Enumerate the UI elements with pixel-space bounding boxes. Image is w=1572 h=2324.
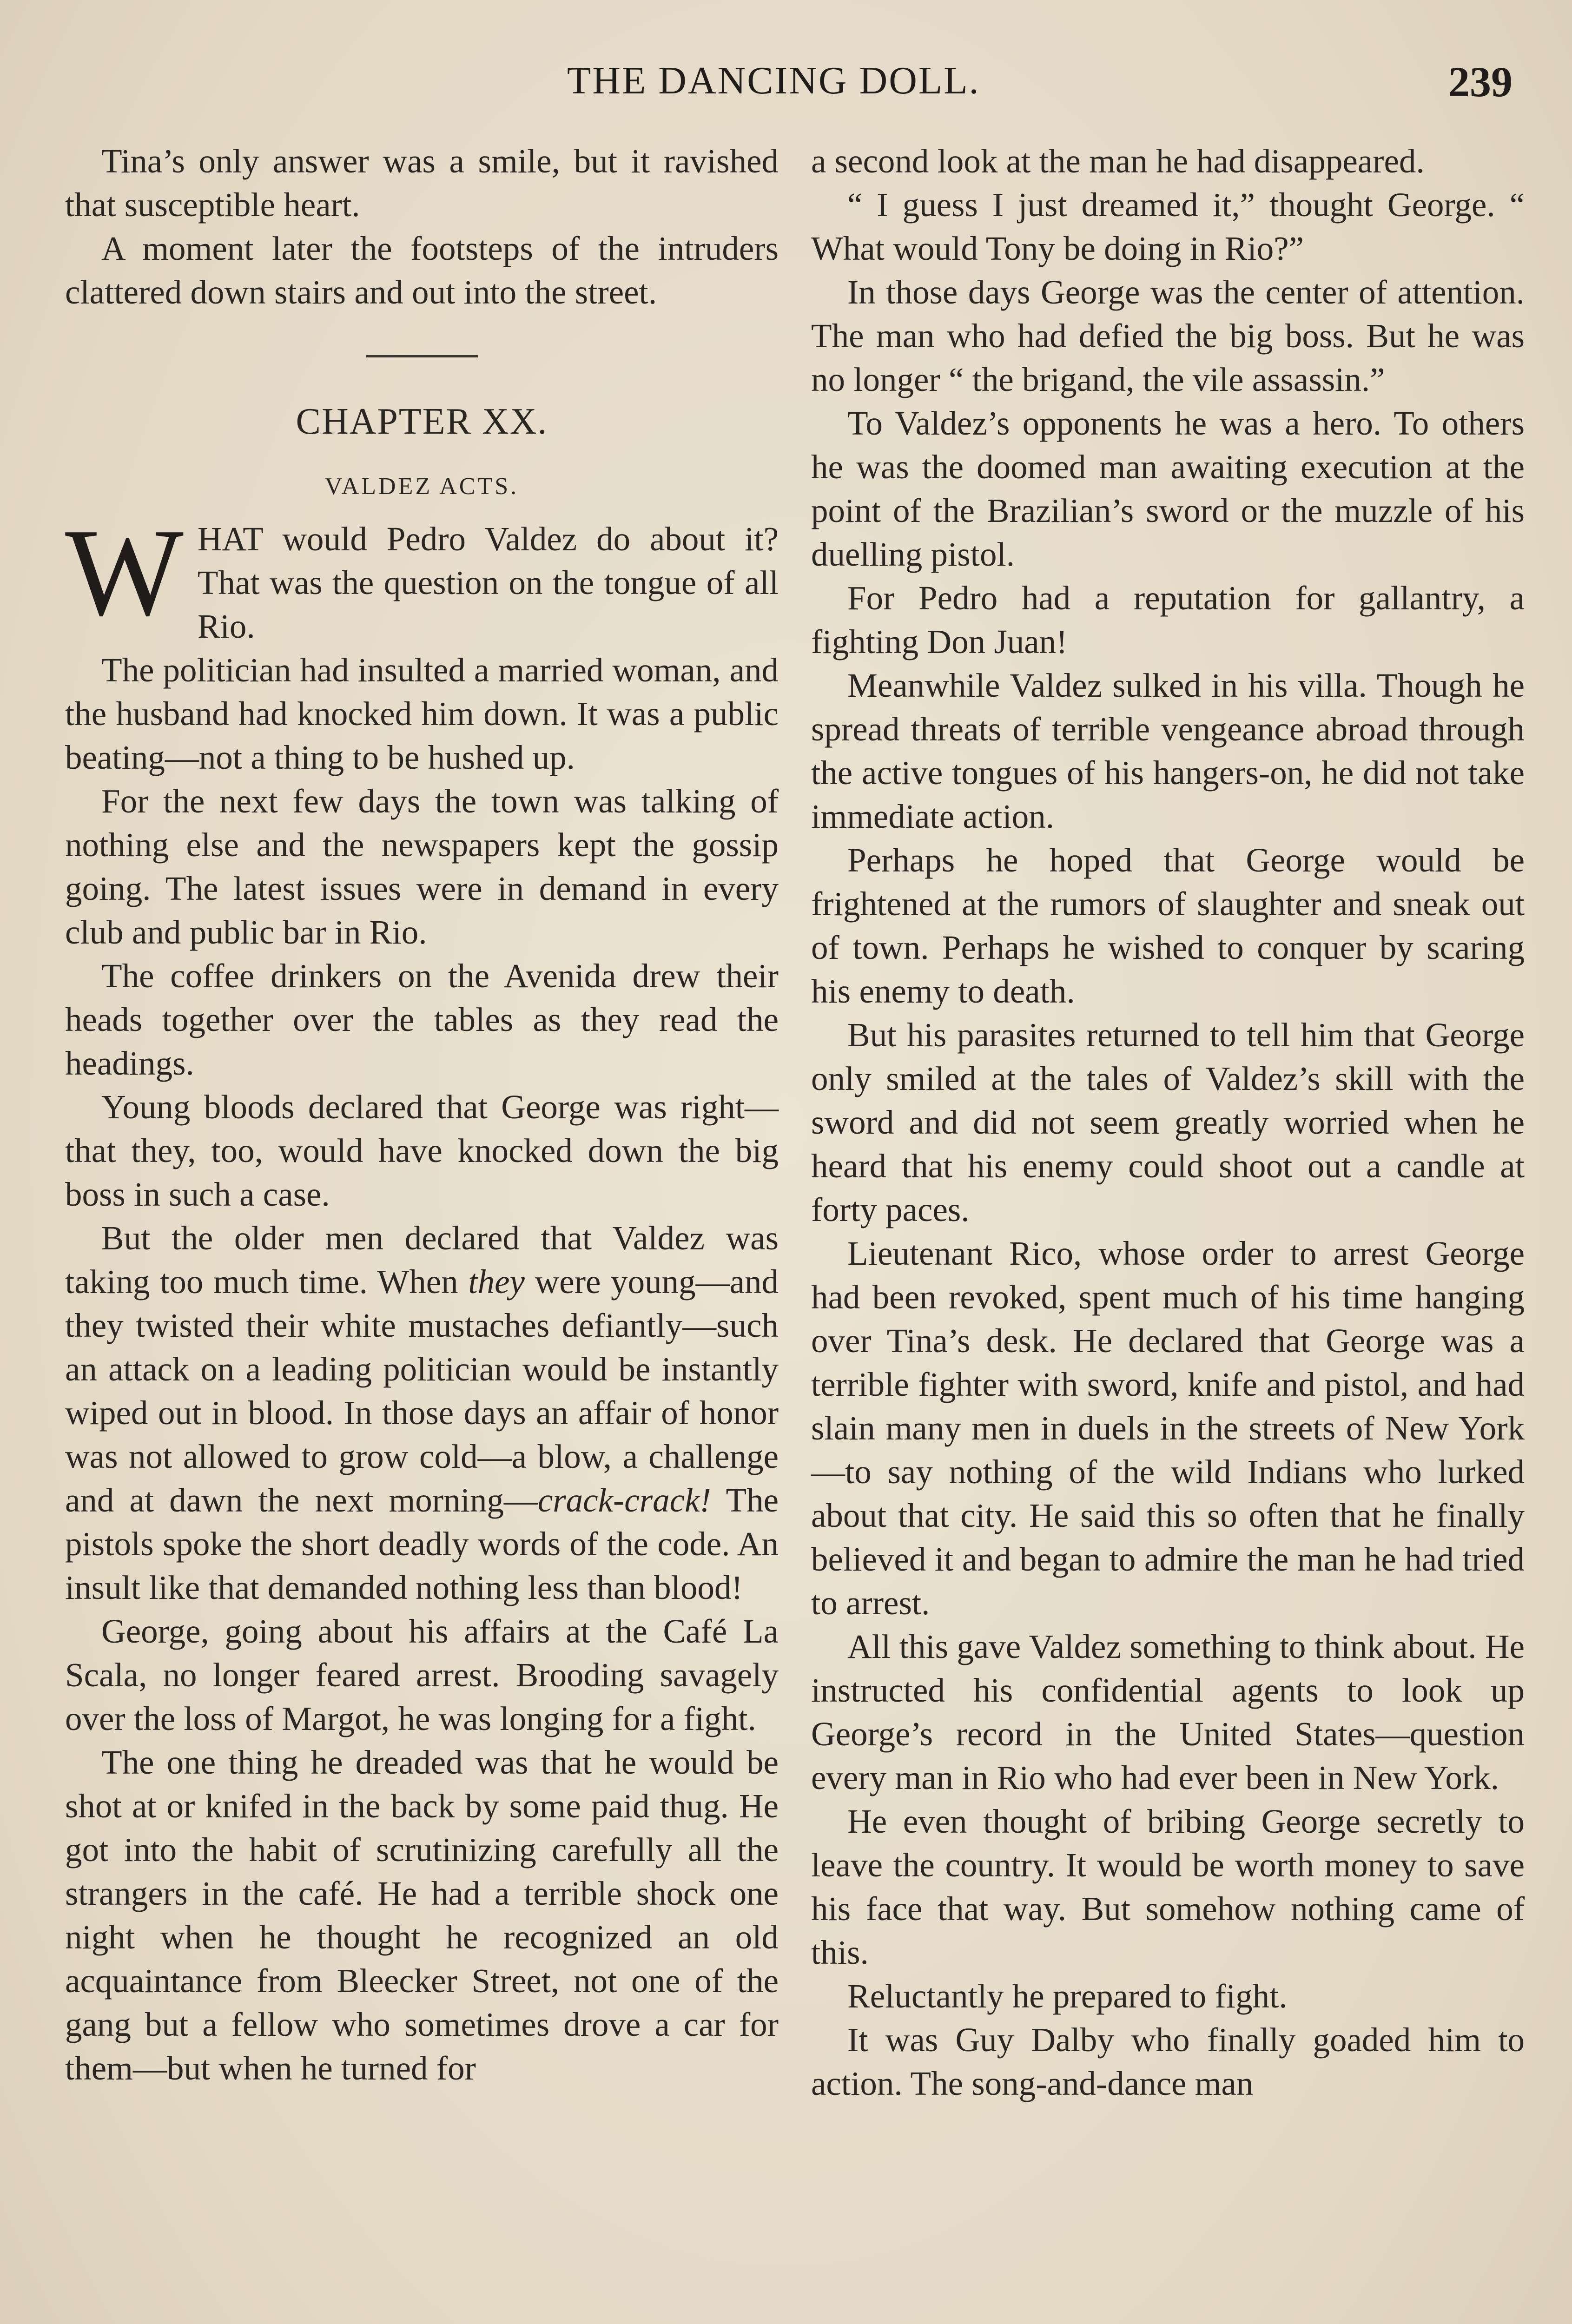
opening-text: HAT would Pedro Valdez do about it? That was the question on the tongue of all Rio. — [197, 520, 779, 645]
paragraph: Meanwhile Valdez sulked in his villa. Though he spread threats of terrible vengeance abroad through the active tongues of his hangers-on, he did not take immediate action. — [811, 667, 1525, 835]
paragraph: George, going about his affairs at the Café La Scala, no longer feared arrest. Brooding savagely over the loss of Margot, he was longing for a fight. — [65, 1612, 779, 1737]
paragraph: It was Guy Dalby who finally goaded him to action. The song-and-dance man — [811, 2021, 1525, 2102]
paragraph: In those days George was the center of attention. The man who had defied the big boss. But he was no longer “ the brigand, the vile assassin.” — [811, 273, 1525, 398]
left-column — [65, 139, 779, 2090]
page-number: 239 — [1448, 58, 1513, 106]
paragraph: All this gave Valdez something to think about. He instructed his confidential agents to look up George’s record in the United States—question every man in Rio who had ever been in New York. — [811, 1628, 1525, 1796]
paragraph: The one thing he dreaded was that he would be shot at or knifed in the back by some paid thug. He got into the habit of scrutinizing carefully all the strangers in the café. He had a terrible shock one night when he thought he recognized an old acquaintance from Bleecker Street, not one of the gang but a fellow who sometimes drove a car for them—but when he turned for — [65, 1743, 779, 2087]
paragraph: A moment later the footsteps of the intruders clattered down stairs and out into the street. — [65, 230, 779, 311]
paragraph: He even thought of bribing George secretly to leave the country. It would be worth money to save his face that way. But somehow nothing came of this. — [811, 1802, 1525, 1971]
drop-cap: W — [65, 503, 184, 642]
page-header — [0, 44, 1572, 114]
paragraph — [65, 1216, 779, 1610]
paragraph: Young bloods declared that George was right—that they, too, would have knocked down the big boss in such a case. — [65, 1088, 779, 1213]
paragraph: Lieutenant Rico, whose order to arrest George had been revoked, spent much of his time hanging over Tina’s desk. He declared that George was a terrible fighter with sword, knife and pistol, and had slain many men in duels in the streets of New York—to say nothing of the wild Indians who lurked about that city. He said this so often that he finally believed it and began to admire the man he had tried to arrest. — [811, 1235, 1525, 1622]
paragraph: The politician had insulted a married woman, and the husband had knocked him down. It was a public beating—not a thing to be hushed up. — [65, 651, 779, 776]
chapter-opening-paragraph — [65, 503, 779, 648]
text-run: The pistols spoke the short deadly words of the code. An insult like that demanded nothing less than blood! — [65, 1481, 779, 1606]
chapter-subtitle: VALDEZ ACTS. — [324, 473, 519, 500]
right-column — [811, 139, 1525, 2106]
running-title: THE DANCING DOLL. — [567, 59, 980, 102]
italic-text: they — [468, 1263, 525, 1301]
text-run: But the older men declared that Valdez was taking too much time. When — [65, 1219, 779, 1301]
paragraph-continued: a second look at the man he had disappeared. — [811, 142, 1425, 180]
chapter-title: CHAPTER XX. — [296, 401, 548, 442]
paragraph: “ I guess I just dreamed it,” thought George. “ What would Tony be doing in Rio?” — [811, 186, 1525, 267]
paragraph: For Pedro had a reputation for gallantry, a fighting Don Juan! — [811, 579, 1525, 660]
paragraph: Tina’s only answer was a smile, but it ravished that susceptible heart. — [65, 142, 779, 224]
paragraph: The coffee drinkers on the Avenida drew their heads together over the tables as they read the headings. — [65, 957, 779, 1082]
paragraph: But his parasites returned to tell him that George only smiled at the tales of Valdez’s skill with the sword and did not seem greatly worried when he heard that his enemy could shoot out a candle at forty paces. — [811, 1016, 1525, 1228]
paragraph: For the next few days the town was talking of nothing else and the newspapers kept the gossip going. The latest issues were in demand in every club and public bar in Rio. — [65, 782, 779, 951]
paragraph: Reluctantly he prepared to fight. — [847, 1977, 1288, 2015]
section-divider — [366, 355, 478, 357]
paragraph: Perhaps he hoped that George would be frightened at the rumors of slaughter and sneak out of town. Perhaps he wished to conquer by scaring his enemy to death. — [811, 841, 1525, 1010]
paragraph: To Valdez’s opponents he was a hero. To others he was the doomed man awaiting execution at the point of the Brazilian’s sword or the muzzle of his duelling pistol. — [811, 404, 1525, 573]
italic-text: crack-crack! — [537, 1481, 711, 1519]
text-run: were young—and they twisted their white mustaches defiantly—such an attack on a leading politician would be instantly wiped out in blood. In those days an affair of honor was not allowed to grow cold—a blow, a challenge and at dawn the next morning— — [65, 1263, 779, 1519]
